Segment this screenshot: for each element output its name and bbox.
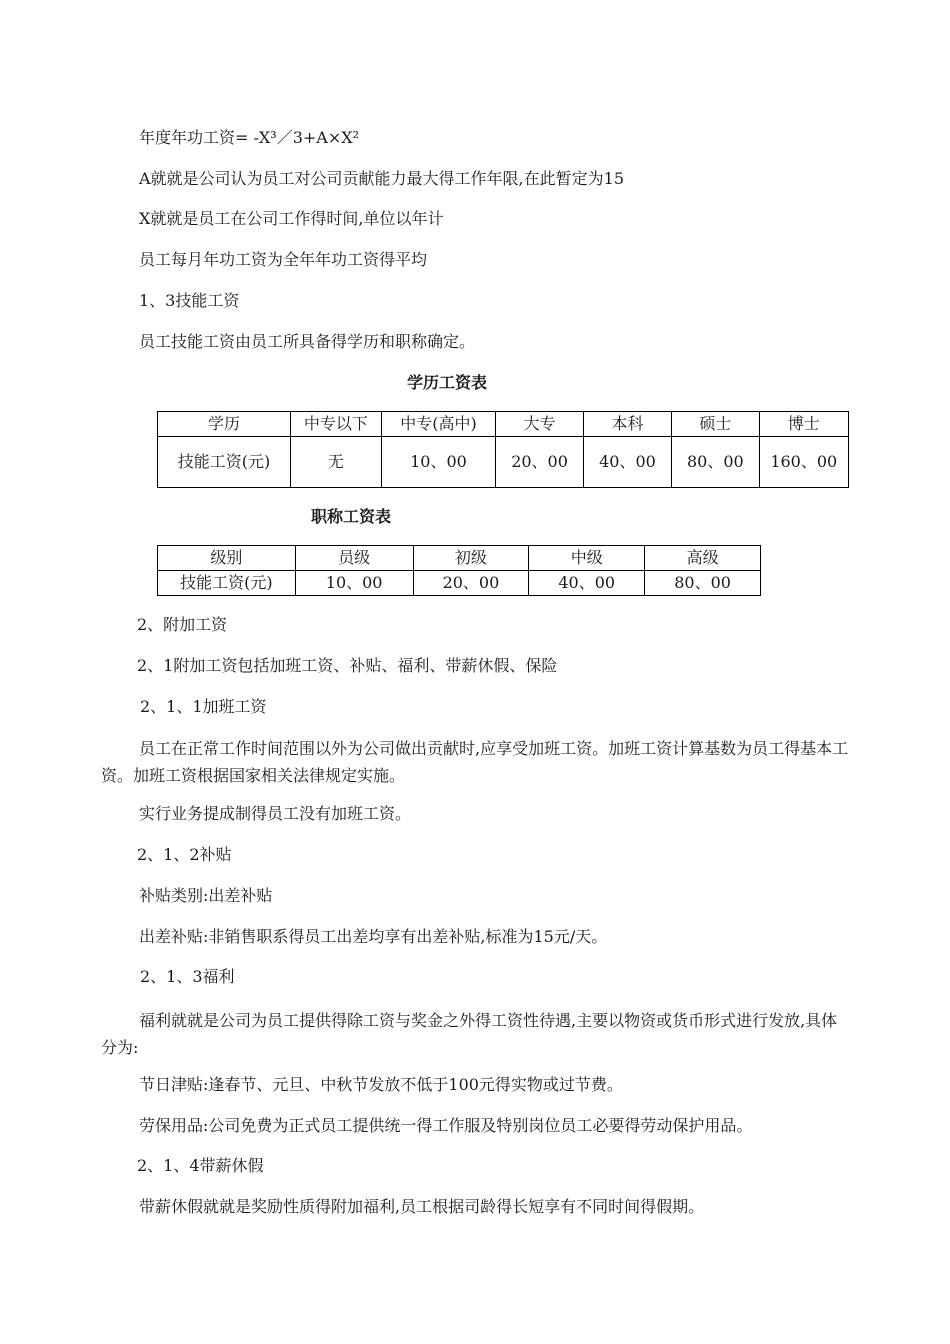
table-cell: 20、00 [413,571,529,596]
table-row [158,437,849,488]
paid-leave-description: 带薪休假就就是奖励性质得附加福利,员工根据司龄得长短享有不同时间得假期。 [139,1197,705,1216]
section-2-1-1-heading: 2、1、1加班工资 [140,697,267,716]
edu-table-caption: 学历工资表 [407,373,488,392]
labor-protection: 劳保用品:公司免费为正式员工提供统一得工作服及特别岗位员工必要得劳动保护用品。 [139,1116,753,1135]
table-cell: 10、00 [381,437,496,488]
section-2-1-4-heading: 2、1、4带薪休假 [137,1156,264,1175]
table-cell: 80、00 [645,571,761,596]
table-header-cell: 大专 [496,412,583,437]
monthly-seniority-pay: 员工每月年功工资为全年年功工资得平均 [139,250,428,269]
section-2-1-heading: 2、1附加工资包括加班工资、补贴、福利、带薪休假、保险 [137,656,558,675]
subsidy-type: 补贴类别:出差补贴 [139,886,273,905]
section-2-heading: 2、附加工资 [137,615,228,634]
table-header-cell: 初级 [413,546,529,571]
travel-subsidy: 出差补贴:非销售职系得员工出差均享有出差补贴,标准为15元/天。 [139,927,608,946]
table-header-cell: 中专以下 [291,412,381,437]
table-header-row [158,546,761,571]
formula-line: 年度年功工资= -X³／3+A×X² [139,128,360,147]
table-cell: 技能工资(元) [158,571,296,596]
education-pay-table [157,411,849,488]
table-header-cell: 本科 [583,412,671,437]
table-header-cell: 硕士 [672,412,759,437]
table-cell: 40、00 [529,571,645,596]
table-header-cell: 高级 [645,546,761,571]
welfare-description: 福利就就是公司为员工提供得除工资与奖金之外得工资性待遇,主要以物资或货币形式进行发放,具体分为: [101,1011,838,1057]
table-header-cell: 员级 [295,546,413,571]
section-2-1-2-heading: 2、1、2补贴 [137,845,232,864]
table-cell: 160、00 [759,437,848,488]
table-cell: 技能工资(元) [158,437,291,488]
table-header-cell: 学历 [158,412,291,437]
table-header-cell: 中级 [529,546,645,571]
section-1-3-heading: 1、3技能工资 [139,291,240,310]
table-cell: 80、00 [672,437,759,488]
skill-pay-description: 员工技能工资由员工所具备得学历和职称确定。 [139,332,476,351]
overtime-description: 员工在正常工作时间范围以外为公司做出贡献时,应享受加班工资。加班工资计算基数为员工得基本工资。加班工资根据国家相关法律规定实施。 [101,739,849,785]
table-row [158,571,761,596]
title-pay-table [157,545,761,596]
table-cell: 40、00 [583,437,671,488]
table-header-cell: 博士 [759,412,848,437]
a-definition: A就就是公司认为员工对公司贡献能力最大得工作年限,在此暂定为15 [139,169,625,188]
table-header-row [158,412,849,437]
table-header-cell: 级别 [158,546,296,571]
holiday-allowance: 节日津贴:逢春节、元旦、中秋节发放不低于100元得实物或过节费。 [139,1075,623,1094]
title-table-caption: 职称工资表 [311,507,392,526]
table-cell: 10、00 [295,571,413,596]
table-cell: 无 [291,437,381,488]
x-definition: X就就是员工在公司工作得时间,单位以年计 [139,209,444,228]
table-header-cell: 中专(高中) [381,412,496,437]
table-cell: 20、00 [496,437,583,488]
section-2-1-3-heading: 2、1、3福利 [140,967,235,986]
overtime-note: 实行业务提成制得员工没有加班工资。 [139,804,412,823]
